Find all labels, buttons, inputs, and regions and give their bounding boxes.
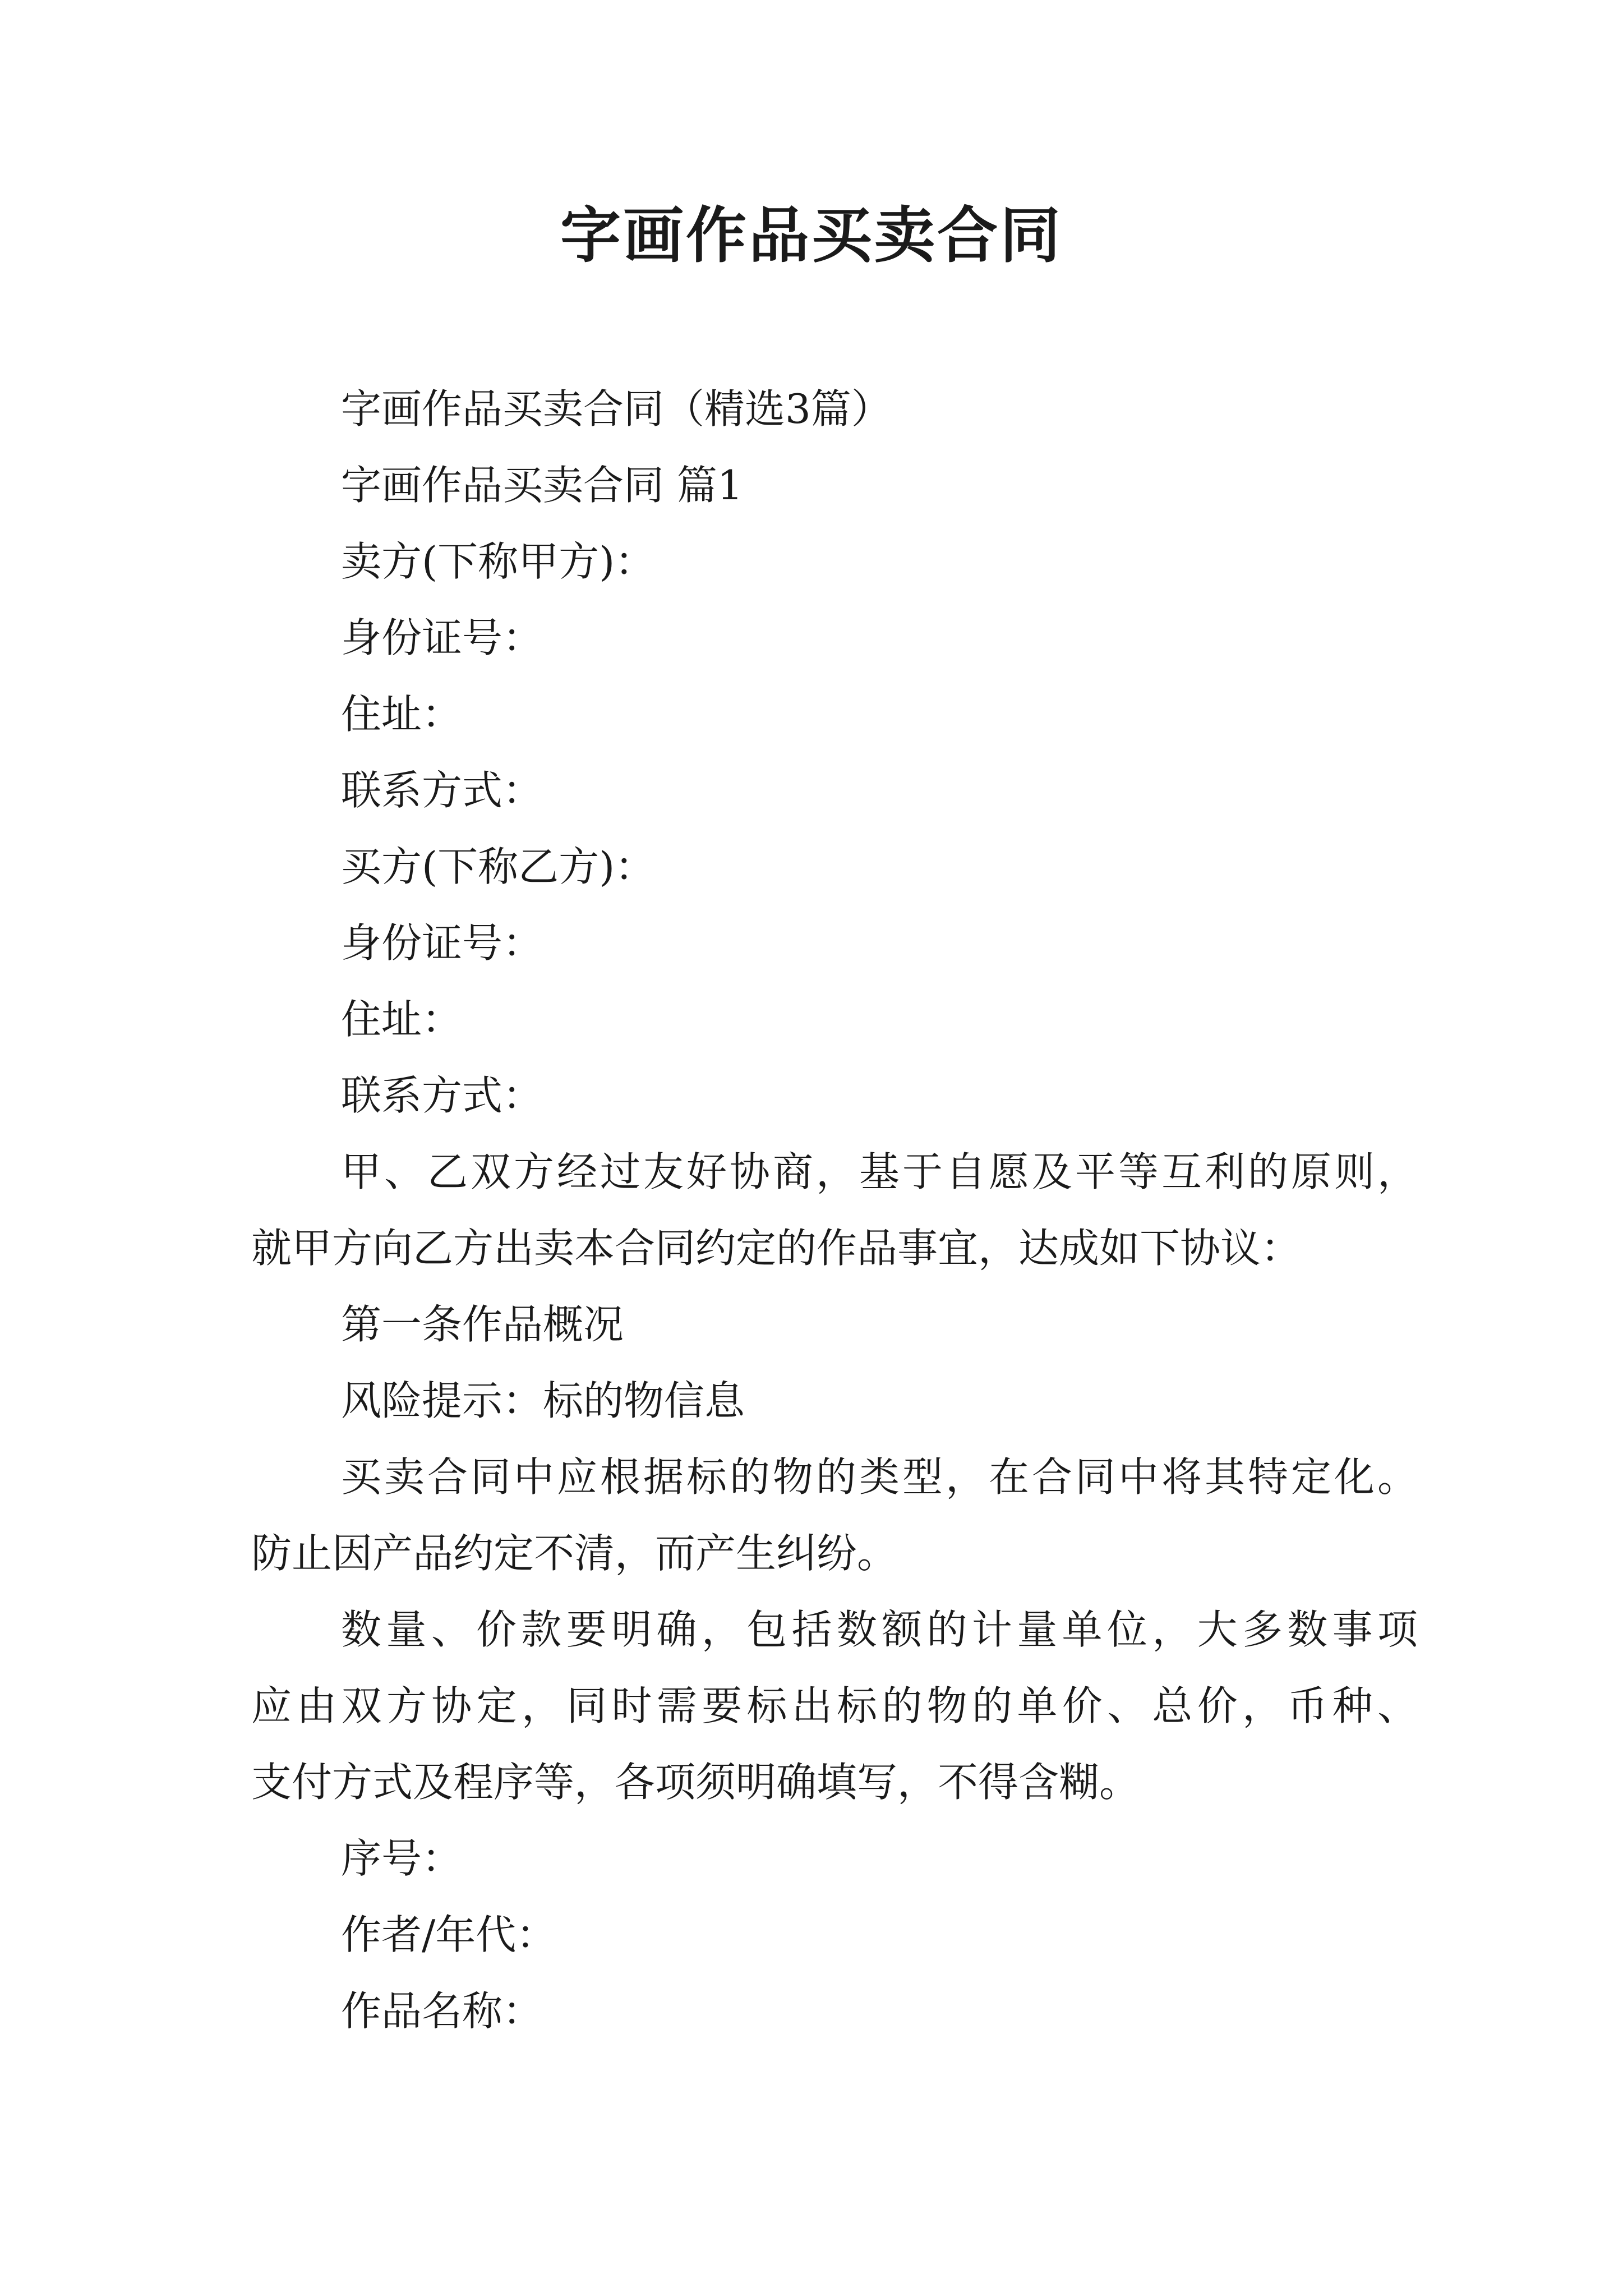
agreement-paragraph-line-2: 就甲方向乙方出卖本合同约定的作品事宜，达成如下协议： (251, 1225, 1302, 1272)
quantity-paragraph-line-3: 支付方式及程序等，各项须明确填写，不得含糊。 (251, 1759, 1140, 1806)
author-era-label: 作者/年代： (341, 1911, 557, 1958)
quantity-paragraph-line-2: 应由双方协定，同时需要标出标的物的单价、总价，币种、 (251, 1682, 1418, 1729)
buyer-label: 买方(下称乙方)： (341, 843, 656, 890)
buyer-contact-label: 联系方式： (341, 1072, 543, 1119)
work-name-label: 作品名称： (341, 1987, 543, 2035)
risk-paragraph-line-2: 防止因产品约定不清，而产生纠纷。 (251, 1530, 898, 1577)
document-body (251, 371, 1418, 2049)
buyer-id-label: 身份证号： (341, 919, 543, 967)
article-one-heading: 第一条作品概况 (341, 1301, 624, 1348)
seller-address-label: 住址： (341, 691, 463, 738)
risk-notice: 风险提示：标的物信息 (341, 1377, 745, 1424)
agreement-paragraph-line-1: 甲、乙双方经过友好协商，基于自愿及平等互利的原则， (341, 1148, 1418, 1195)
quantity-paragraph-line-1: 数量、价款要明确，包括数额的计量单位，大多数事项 (341, 1606, 1418, 1653)
buyer-address-label: 住址： (341, 996, 463, 1043)
seller-contact-label: 联系方式： (341, 767, 543, 814)
document-title: 字画作品买卖合同 (560, 200, 1063, 271)
seller-label: 卖方(下称甲方)： (341, 538, 656, 585)
risk-paragraph-line-1: 买卖合同中应根据标的物的类型，在合同中将其特定化。 (341, 1453, 1418, 1501)
seller-id-label: 身份证号： (341, 614, 543, 661)
section-heading: 字画作品买卖合同 篇1 (341, 462, 743, 509)
collection-heading: 字画作品买卖合同（精选3篇） (341, 385, 892, 432)
serial-number-label: 序号： (341, 1835, 463, 1882)
